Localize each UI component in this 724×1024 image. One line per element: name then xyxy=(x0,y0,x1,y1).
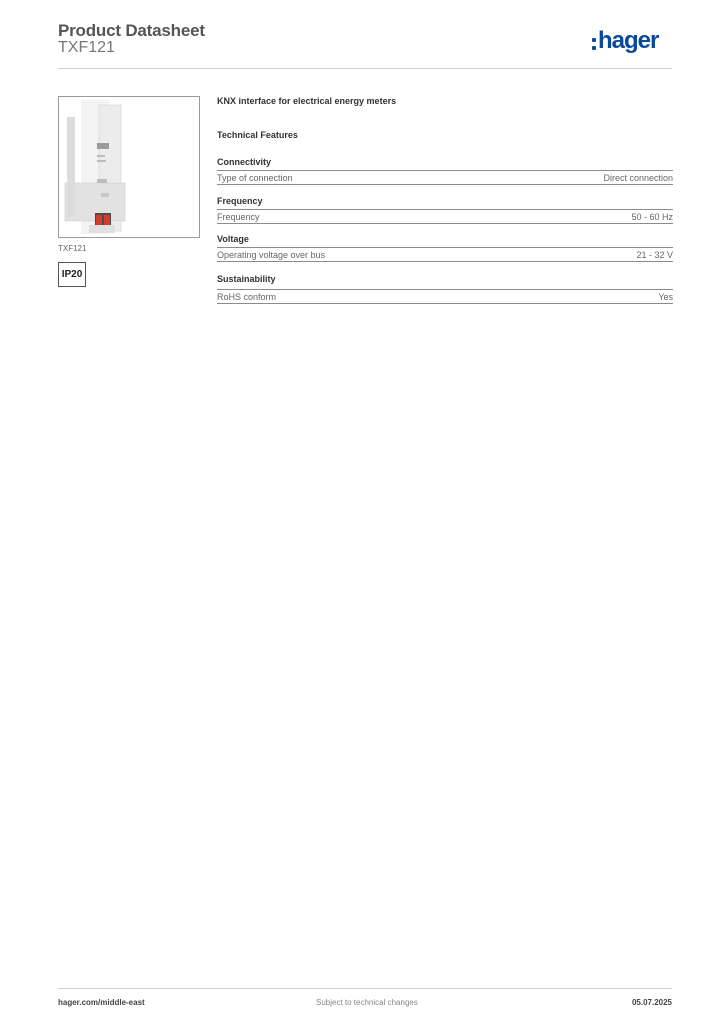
feature-row xyxy=(217,289,673,304)
feature-label: Type of connection xyxy=(217,172,293,183)
page-title: Product Datasheet xyxy=(58,21,205,40)
section-title: Sustainability xyxy=(217,274,276,284)
feature-row xyxy=(217,209,673,224)
feature-row xyxy=(217,247,673,262)
feature-label: Operating voltage over bus xyxy=(217,249,326,260)
hager-logo xyxy=(592,27,674,57)
footer-website-link[interactable]: hager.com/middle-east xyxy=(58,998,145,1007)
section-title: Voltage xyxy=(217,234,249,244)
product-image-caption: TXF121 xyxy=(58,244,87,253)
ip-rating-badge: IP20 xyxy=(58,262,86,287)
feature-section-sustainability xyxy=(217,273,673,304)
header-divider xyxy=(58,68,672,69)
section-title: Frequency xyxy=(217,196,263,206)
product-code: TXF121 xyxy=(58,39,115,56)
feature-row xyxy=(217,170,673,185)
feature-label: RoHS conform xyxy=(217,291,277,302)
logo-wordmark: hager xyxy=(598,27,659,54)
footer-notice: Subject to technical changes xyxy=(316,998,418,1007)
logo-colon-icon xyxy=(592,36,597,52)
din-rail-device-icon xyxy=(59,97,199,237)
feature-section-frequency xyxy=(217,195,673,224)
feature-label: Frequency xyxy=(217,211,260,222)
feature-section-connectivity xyxy=(217,156,673,185)
section-title: Connectivity xyxy=(217,157,272,167)
product-image xyxy=(58,96,200,238)
product-description: KNX interface for electrical energy meters xyxy=(217,96,397,106)
feature-value: 50 - 60 Hz xyxy=(631,211,673,222)
feature-section-voltage xyxy=(217,233,673,262)
footer-divider xyxy=(58,988,672,989)
feature-value: Yes xyxy=(658,291,673,302)
technical-features-heading: Technical Features xyxy=(217,130,298,140)
feature-value: 21 - 32 V xyxy=(636,249,673,260)
footer-date: 05.07.2025 xyxy=(631,998,672,1007)
feature-value: Direct connection xyxy=(603,172,673,183)
